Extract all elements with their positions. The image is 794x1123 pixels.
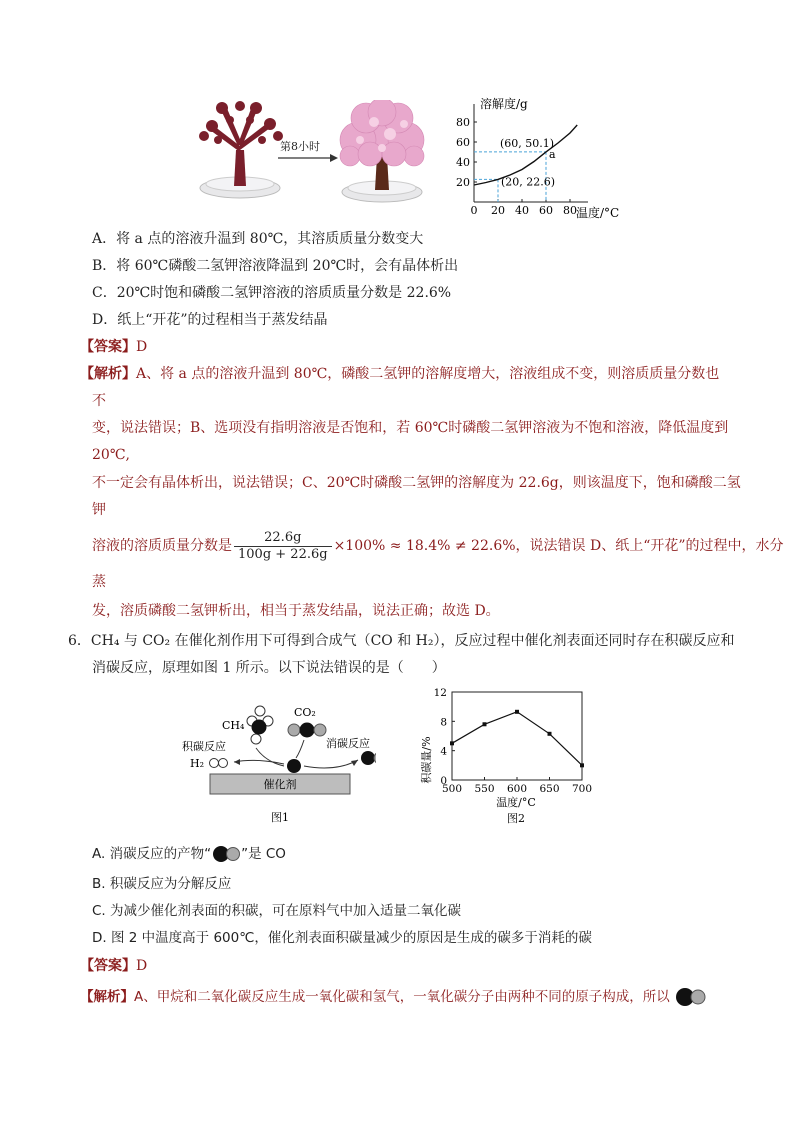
ch4-label: CH₄ bbox=[222, 719, 245, 732]
option-d: D．纸上“开花”的过程相当于蒸发结晶 bbox=[92, 312, 328, 328]
annotation-label: (60, 50.1) bbox=[500, 136, 555, 150]
analysis-line-1 bbox=[80, 364, 719, 384]
tree-before-image bbox=[199, 101, 283, 198]
x-tick-label: 600 bbox=[506, 783, 528, 795]
analysis-tag: 【解析】 bbox=[80, 989, 134, 1005]
q6-option-b: B. 积碳反应为分解反应 bbox=[92, 876, 232, 892]
analysis-line-5: 不一定会有晶体析出，说法错误；C、20℃时磷酸二氢钾的溶解度为 22.6g，则该温度下，饱和磷酸二氢 bbox=[92, 475, 741, 491]
answer-value: D bbox=[136, 339, 148, 355]
x-tick-label: 20 bbox=[491, 204, 505, 217]
analysis-line-9: 发，溶质磷酸二氢钾析出，相当于蒸发结晶，说法正确；故选 D。 bbox=[92, 603, 500, 619]
analysis-line-4: 20℃, bbox=[92, 447, 130, 463]
analysis-line-2: 不 bbox=[92, 393, 106, 409]
q6-stem-line-2: 消碳反应，原理如图 1 所示。以下说法错误的是（ ） bbox=[92, 660, 446, 676]
option-a: A．将 a 点的溶液升温到 80℃，其溶质质量分数变大 bbox=[92, 231, 424, 247]
fraction-numerator: 22.6g bbox=[234, 530, 332, 547]
data-point bbox=[483, 722, 487, 726]
analysis-line-8: 蒸 bbox=[92, 574, 106, 590]
figure-2-carbon-deposition-chart bbox=[412, 682, 602, 832]
chart-xlabel: 温度/°C bbox=[496, 796, 536, 809]
arrow-line bbox=[296, 740, 304, 758]
solubility-chart bbox=[452, 94, 632, 224]
y-tick-label: 40 bbox=[456, 156, 470, 169]
analysis-text: 溶液的溶质质量分数是 bbox=[92, 538, 232, 554]
answer-value: D bbox=[136, 958, 148, 974]
arrow-head-icon bbox=[330, 154, 338, 162]
x-tick-label: 650 bbox=[539, 783, 560, 795]
catalyst-label: 催化剂 bbox=[263, 778, 297, 791]
y-tick-label: 0 bbox=[440, 775, 447, 787]
q6-option-c: C. 为减少催化剂表面的积碳，可在原料气中加入适量二氧化碳 bbox=[92, 903, 462, 919]
x-tick-label: 550 bbox=[474, 783, 495, 795]
co-molecule-icon bbox=[211, 845, 241, 863]
q6-analysis-line-1 bbox=[80, 986, 708, 1008]
x-tick-label: 700 bbox=[571, 783, 593, 795]
answer-tag: 【答案】 bbox=[80, 339, 136, 355]
annotation-label: (20, 22.6) bbox=[501, 175, 556, 189]
crystal-tree-figure bbox=[190, 100, 430, 210]
option-b: B．将 60℃磷酸二氢钾溶液降温到 20℃时，会有晶体析出 bbox=[92, 258, 459, 274]
x-tick-label: 500 bbox=[441, 783, 463, 795]
x-tick-label: 40 bbox=[515, 204, 529, 217]
y-tick-label: 80 bbox=[456, 116, 470, 129]
option-text: ”是 CO bbox=[241, 846, 286, 862]
option-text: A. 消碳反应的产物“ bbox=[92, 846, 212, 862]
tree-after-image bbox=[340, 100, 424, 202]
analysis-line-6: 钾 bbox=[92, 502, 106, 518]
h2-label: H₂ bbox=[190, 757, 205, 770]
fraction bbox=[234, 530, 332, 563]
chart-ylabel: 积碳量/% bbox=[420, 736, 433, 784]
annotation-point-a: a bbox=[549, 147, 556, 161]
analysis-text: ×100% ≈ 18.4% ≠ 22.6%，说法错误 D、纸上“开花”的过程中，水分 bbox=[333, 538, 784, 554]
y-tick-label: 4 bbox=[440, 745, 447, 758]
plot-frame bbox=[452, 692, 582, 780]
figure-2-caption: 图2 bbox=[507, 812, 525, 825]
chart-xlabel: 温度/°C bbox=[576, 206, 620, 220]
q6-option-a bbox=[92, 843, 286, 865]
co-product-icon bbox=[361, 751, 376, 765]
co2-label: CO₂ bbox=[294, 706, 316, 719]
arrow-line bbox=[304, 760, 358, 768]
analysis-text: A、甲烷和二氧化碳反应生成一氧化碳和氢气，一氧化碳分子由两种不同的原子构成，所以 bbox=[134, 989, 670, 1005]
analysis-line-7 bbox=[92, 528, 784, 564]
analysis-line-3: 变，说法错误；B、选项没有指明溶液是否饱和，若 60℃时磷酸二氢钾溶液为不饱和溶液，降低温度到 bbox=[92, 420, 729, 436]
x-tick-label: 80 bbox=[563, 204, 577, 217]
q6-option-d: D. 图 2 中温度高于 600℃，催化剂表面积碳量减少的原因是生成的碳多于消耗的碳 bbox=[92, 930, 592, 946]
h2-molecule-icon bbox=[210, 759, 228, 768]
data-point bbox=[580, 763, 584, 767]
chart-ylabel: 溶解度/g bbox=[480, 97, 528, 111]
answer-tag: 【答案】 bbox=[80, 958, 136, 974]
q6-answer-line bbox=[80, 956, 147, 976]
arrow-label: 第8小时 bbox=[280, 140, 320, 153]
data-point bbox=[548, 732, 552, 736]
answer-line bbox=[80, 337, 147, 357]
data-point bbox=[515, 710, 519, 714]
x-tick-label: 0 bbox=[470, 204, 478, 217]
carbon-deposition-label: 积碳反应 bbox=[182, 740, 226, 753]
option-c: C．20℃时饱和磷酸二氢钾溶液的溶质质量分数是 22.6% bbox=[92, 285, 452, 301]
figure-1-reaction-diagram bbox=[176, 690, 376, 830]
q6-stem-line-1: 6．CH₄ 与 CO₂ 在催化剂作用下可得到合成气（CO 和 H₂），反应过程中催化剂表面还同时存在积碳反应和 bbox=[68, 633, 735, 649]
co2-molecule-icon bbox=[288, 723, 326, 738]
fraction-denominator: 100g + 22.6g bbox=[238, 546, 328, 562]
y-tick-label: 12 bbox=[433, 687, 447, 699]
series-line bbox=[452, 712, 582, 766]
figure-1-caption: 图1 bbox=[271, 811, 289, 824]
y-tick-label: 8 bbox=[440, 716, 447, 729]
co-molecule-icon bbox=[674, 987, 708, 1007]
ch4-molecule-icon bbox=[247, 706, 273, 744]
y-tick-label: 60 bbox=[456, 136, 470, 149]
x-tick-label: 60 bbox=[539, 204, 553, 217]
carbon-elimination-label: 消碳反应 bbox=[326, 737, 370, 750]
arrow-head-icon bbox=[234, 759, 240, 765]
y-tick-label: 20 bbox=[456, 176, 470, 189]
carbon-atom-icon bbox=[287, 759, 301, 773]
data-point bbox=[450, 741, 454, 745]
analysis-text: A、将 a 点的溶液升温到 80℃，磷酸二氢钾的溶解度增大，溶液组成不变，则溶质质量分数也 bbox=[136, 366, 720, 382]
analysis-tag: 【解析】 bbox=[80, 366, 136, 382]
